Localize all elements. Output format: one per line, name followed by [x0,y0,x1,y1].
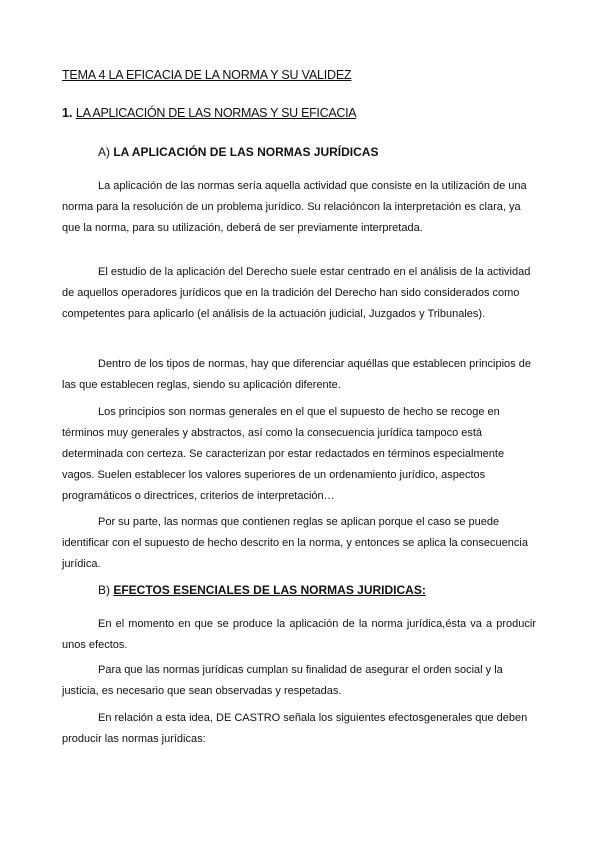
paragraph-a1: La aplicación de las normas sería aquella actividad que consiste en la utilización de una norma para la resolución de un problema jurídico. Su relacióncon la interpretación es clara, ya que la norma, para su utilización, deberá de ser previamente interpretada. [62,180,527,234]
section-1-number: 1. [62,106,73,120]
section-1-heading [62,106,356,120]
paragraph-a3: Dentro de los tipos de normas, hay que diferenciar aquéllas que establecen principios de las que establecen reglas, siendo su aplicación diferente. [62,358,531,391]
paragraph-a4: Los principios son normas generales en el que el supuesto de hecho se recoge en términos muy generales y abstractos, así como la consecuencia jurídica tampoco está determinada con certeza. Se caracterizan por estar redactados en términos especialmente vagos. Suelen establecer los valores superiores de un ordenamiento jurídico, aspectos programáticos o directrices, criterios de interpretación… [62,406,505,502]
subsection-a-label: A) [98,145,110,159]
subsection-a-title: LA APLICACIÓN DE LAS NORMAS JURÍDICAS [113,145,379,159]
subsection-a-heading [98,145,378,159]
paragraph-a2: El estudio de la aplicación del Derecho suele estar centrado en el análisis de la actividad de aquellos operadores jurídicos que en la tradición del Derecho han sido considerados como competentes para aplicarlo (el análisis de la actuación judicial, Juzgados y Tribunales). [62,266,531,320]
paragraph-b2: Para que las normas jurídicas cumplan su finalidad de asegurar el orden social y la justicia, es necesario que sean observadas y respetadas. [62,664,503,697]
subsection-b-heading [98,583,426,597]
subsection-b-title: EFECTOS ESENCIALES DE LAS NORMAS JURIDICAS: [113,583,426,597]
document-title: TEMA 4 LA EFICACIA DE LA NORMA Y SU VALIDEZ [62,68,352,82]
paragraph-b1: En el momento en que se produce la aplicación de la norma jurídica,ésta va a producir unos efectos. [62,618,536,651]
paragraph-a5: Por su parte, las normas que contienen reglas se aplican porque el caso se puede identificar con el supuesto de hecho descrito en la norma, y entonces se aplica la consecuencia jurídica. [62,516,528,570]
section-1-title: LA APLICACIÓN DE LAS NORMAS Y SU EFICACIA [75,106,357,120]
subsection-b-label: B) [98,583,110,597]
paragraph-b3: En relación a esta idea, DE CASTRO señala los siguientes efectosgenerales que deben producir las normas jurídicas: [62,712,528,745]
